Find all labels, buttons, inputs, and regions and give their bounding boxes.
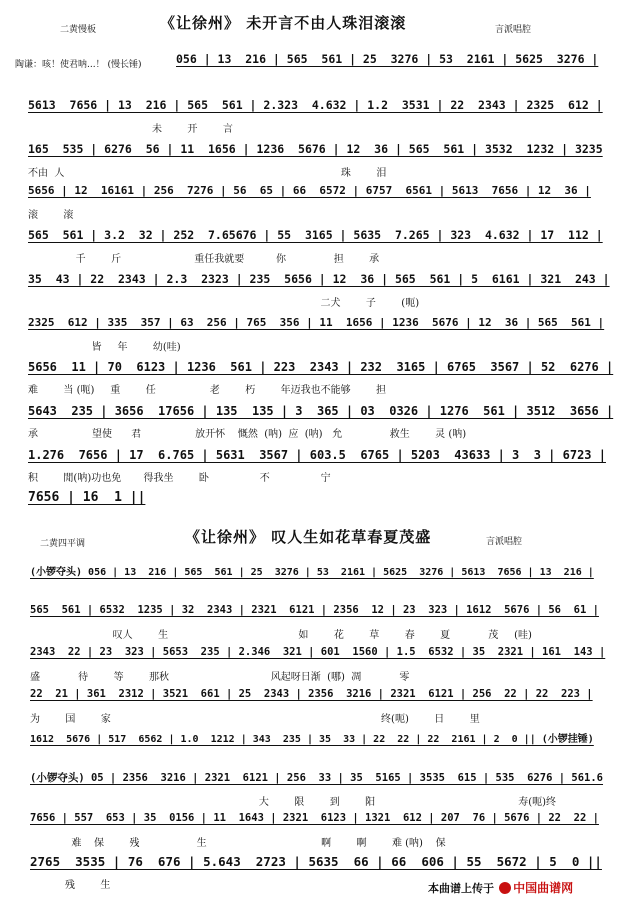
score-line: 5656 11 | 70 6123 | 1236 561 | 223 2343 | 232 3165 | 6765 3567 | 52 6276 | (28, 360, 614, 374)
logo-text: 中国曲谱网 (513, 881, 574, 895)
piece1-title: 《让徐州》 未开言不由人珠泪滚滚 (160, 14, 407, 32)
score-line: 22 21 | 361 2312 | 3521 661 | 25 2343 | 2356 3216 | 2321 6121 | 256 22 | 22 223 | (30, 688, 593, 700)
lyric-line: 二犬 子 (呃) (28, 298, 420, 309)
score-line: 2343 22 | 23 323 | 5653 235 | 2.346 321 | 601 1560 | 1.5 6532 | 35 2321 | 161 143 | (30, 646, 606, 658)
score-line: 1612 5676 | 517 6562 | 1.0 1212 | 343 235 | 35 33 | 22 22 | 22 2161 | 2 0 || (小锣挂锤) (30, 734, 594, 745)
score-line: 5656 | 12 16161 | 256 7276 | 56 65 | 66 6572 | 6757 6561 | 5613 7656 | 12 36 | (28, 184, 591, 197)
lyric-line: 难 当 (呃) 重 任 老 朽 年迈我也不能够 担 (28, 385, 387, 396)
score-line: 056 | 13 216 | 565 561 | 25 3276 | 53 2161 | 5625 3276 | (176, 52, 599, 66)
score-line: 7656 | 16 1 || (28, 490, 146, 505)
lyric-line: 承 望使 君 放开怀 慨然 (呐) 应 (呐) 允 救生 灵 (呐) (28, 429, 467, 440)
score-line: 165 535 | 6276 56 | 11 1656 | 1236 5676 | 12 36 | 565 561 | 3532 1232 | 3235 (28, 142, 603, 156)
footer (428, 877, 573, 896)
score-line: 565 561 | 6532 1235 | 32 2343 | 2321 6121 | 2356 12 | 23 323 | 1612 5676 | 56 61 | (30, 604, 599, 616)
lyric-line: 滚 滚 (28, 210, 74, 221)
lyric-line: 残 生 (30, 880, 111, 891)
score-line: 7656 | 557 653 | 35 0156 | 11 1643 | 2321 6123 | 1321 612 | 207 76 | 5676 | 22 22 | (30, 812, 599, 824)
piece1-mode-label: 二黄慢板 (60, 25, 97, 35)
upload-credit: 本曲谱上传于 (428, 883, 494, 895)
piece2-mode-label: 二黄四平调 (40, 539, 86, 549)
score-line: (小锣夺头) 05 | 2356 3216 | 2321 6121 | 256 33 | 35 5165 | 3535 615 | 535 6276 | 561.6 (30, 772, 604, 784)
lyric-line: 难 保 残 生 啊 啊 难 (呐) 保 (30, 838, 446, 849)
lyric-line: 为 国 家 终(呃) 日 里 (30, 714, 480, 725)
lyric-line: 千 斤 重任我就要 你 担 承 (28, 254, 380, 265)
lyric-line: 未 开 言 (28, 124, 233, 135)
score-line: 2325 612 | 335 357 | 63 256 | 765 356 | 11 1656 | 1236 5676 | 12 36 | 565 561 | (28, 316, 605, 329)
score-line: 5643 235 | 3656 17656 | 135 135 | 3 365 | 03 0326 | 1276 561 | 3512 3656 | (28, 404, 614, 418)
lyric-line: 叹人 生 如 花 草 春 夏 茂 (哇) (30, 630, 532, 641)
piece1-intro-speaker: 陶谦：咳！使君呐...！ (慢长锤) (15, 60, 142, 70)
score-line: 2765 3535 | 76 676 | 5.643 2723 | 5635 66 | 66 606 | 55 5672 | 5 0 || (30, 854, 602, 869)
logo-icon (499, 882, 511, 894)
piece2-style-label: 言派唱腔 (486, 537, 523, 547)
score-line: 565 561 | 3.2 32 | 252 7.65676 | 55 3165 | 5635 7.265 | 323 4.632 | 17 112 | (28, 228, 603, 242)
lyric-line: 不由 人 珠 泪 (28, 168, 387, 179)
lyric-line: 积 閒(呐)功也免 得我坐 卧 不 宁 (28, 473, 331, 484)
lyric-line: 皆 年 幼(哇) (28, 342, 181, 353)
lyric-line: 盛 待 等 那秋 风起呀日渐 (哪) 凋 零 (30, 672, 410, 683)
score-line: (小锣夺头) 056 | 13 216 | 565 561 | 25 3276 | 53 2161 | 5625 3276 | 5613 7656 | 13 216 | (30, 567, 594, 578)
piece1-style-label: 言派唱腔 (495, 25, 532, 35)
site-logo[interactable] (499, 881, 573, 895)
score-line: 35 43 | 22 2343 | 2.3 2323 | 235 5656 | 12 36 | 565 561 | 5 6161 | 321 243 | (28, 272, 610, 286)
score-line: 1.276 7656 | 17 6.765 | 5631 3567 | 603.5 6765 | 5203 43633 | 3 3 | 6723 | (28, 448, 606, 462)
lyric-line: 大 限 到 阳 寿(呃)终 (30, 797, 557, 808)
piece2-title: 《让徐州》 叹人生如花草春夏茂盛 (185, 528, 432, 546)
score-line: 5613 7656 | 13 216 | 565 561 | 2.323 4.632 | 1.2 3531 | 22 2343 | 2325 612 | (28, 98, 603, 112)
